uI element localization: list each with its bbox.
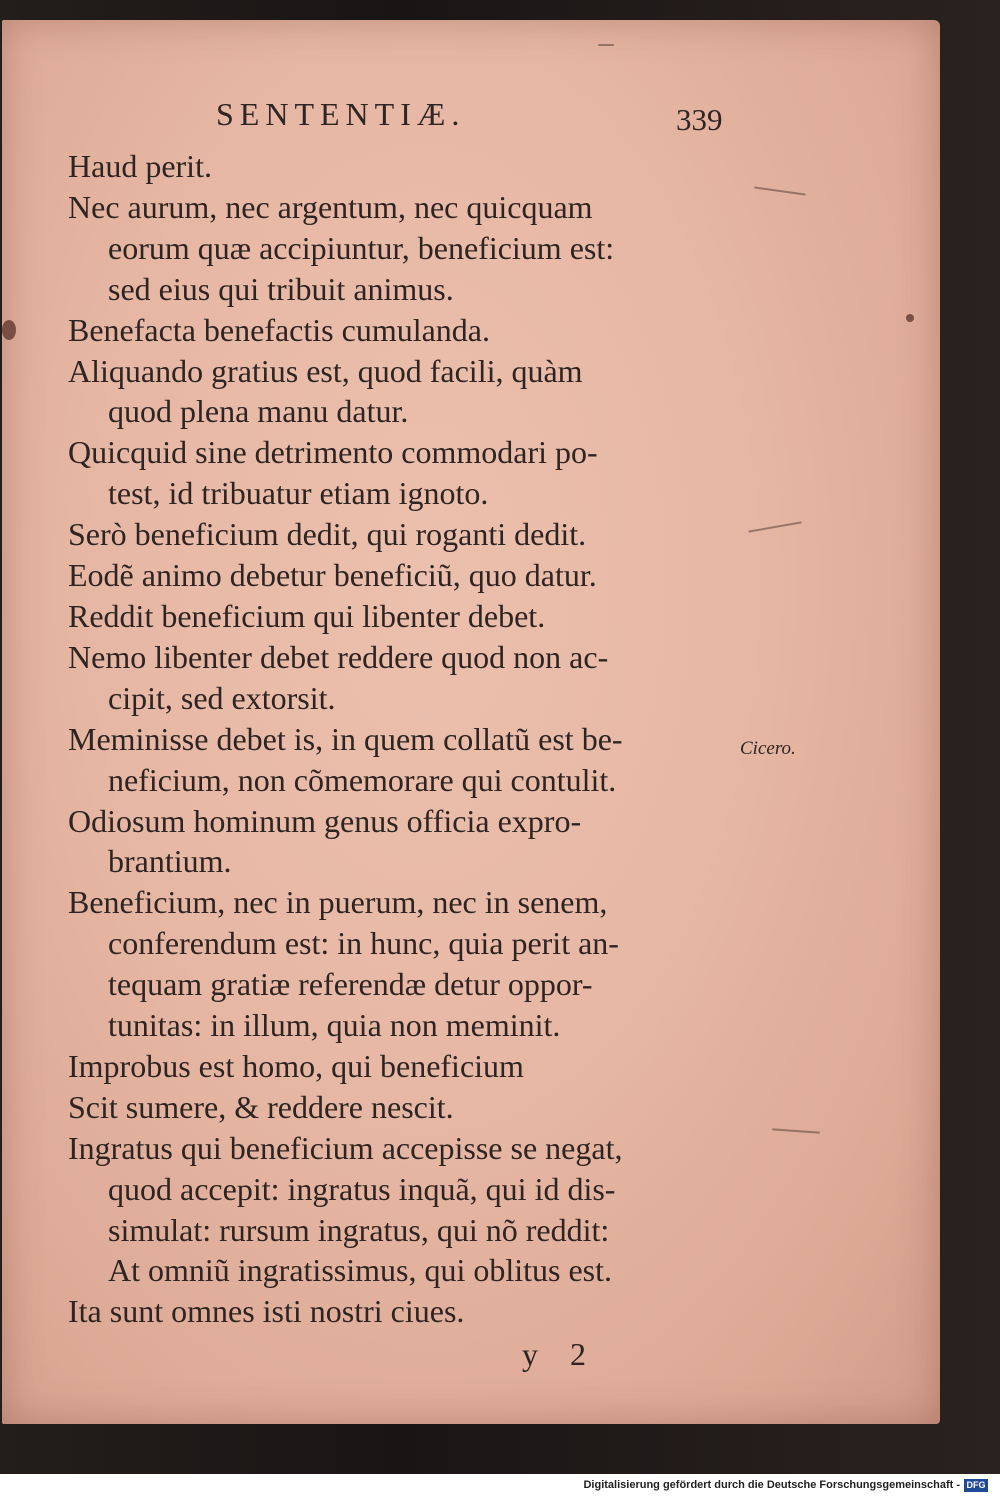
- paper-stain: [906, 314, 914, 322]
- ink-stroke: [748, 521, 802, 532]
- text-line: Aliquando gratius est, quod facili, quàm: [68, 352, 583, 389]
- sententia-entry: [68, 351, 748, 433]
- text-line: eorum quæ accipiuntur, beneficium est:: [108, 229, 615, 266]
- text-line: Meminisse debet is, in quem collatũ est be-: [68, 720, 623, 757]
- text-line: Nemo libenter debet reddere quod non ac-: [68, 638, 609, 675]
- sententia-entry: [68, 596, 748, 637]
- sententia-entry: [68, 1128, 748, 1292]
- sententia-entry: [68, 187, 748, 310]
- ink-stroke: [598, 44, 614, 46]
- text-line: quod plena manu datur.: [108, 393, 409, 430]
- text-line: tunitas: in illum, quia non meminit.: [108, 1007, 561, 1044]
- text-line: Beneficium, nec in puerum, nec in senem,: [68, 884, 608, 921]
- sententia-entry: [68, 882, 748, 1046]
- sententia-entry: [68, 514, 748, 555]
- sententia-entry: [68, 1291, 748, 1332]
- ink-stroke: [754, 186, 806, 195]
- text-line: cipit, sed extorsit.: [108, 679, 336, 716]
- text-line: Serò beneficium dedit, qui roganti dedit.: [68, 516, 587, 553]
- text-line: Reddit beneficium qui libenter debet.: [68, 597, 546, 634]
- sententia-entry: [68, 555, 748, 596]
- page-number: 339: [676, 102, 723, 137]
- text-line: Scit sumere, & reddere nescit.: [68, 1088, 454, 1125]
- sententia-entry: [68, 1046, 748, 1087]
- marginal-note: Cicero.: [740, 738, 796, 759]
- text-line: Eodẽ animo debetur beneficiũ, quo datur.: [68, 557, 597, 594]
- text-line: test, id tribuatur etiam ignoto.: [108, 475, 489, 512]
- text-line: Ingratus qui beneficium accepisse se negat,: [68, 1129, 623, 1166]
- dfg-logo: DFG: [964, 1479, 988, 1492]
- text-line: Improbus est homo, qui beneficium: [68, 1047, 524, 1084]
- sententia-entry: [68, 637, 748, 719]
- book-page: [2, 20, 940, 1424]
- funding-credit: Digitalisierung gefördert durch die Deutsche Forschungsgemeinschaft -: [583, 1479, 960, 1491]
- text-line: Nec aurum, nec argentum, nec quicquam: [68, 188, 593, 225]
- text-line: Odiosum hominum genus officia expro-: [68, 802, 582, 839]
- text-line: simulat: rursum ingratus, qui nõ reddit:: [108, 1211, 610, 1248]
- text-line: Quicquid sine detrimento commodari po-: [68, 434, 598, 471]
- running-head-title: SENTENTIÆ.: [216, 96, 466, 132]
- sententia-entry: [68, 719, 748, 801]
- text-line: quod accepit: ingratus inquã, qui id dis-: [108, 1170, 616, 1207]
- digitization-footer: [0, 1474, 1000, 1498]
- text-line: brantium.: [108, 843, 232, 880]
- signature-mark: y 2: [522, 1336, 598, 1372]
- text-line: Haud perit.: [68, 148, 212, 184]
- ink-stroke: [772, 1128, 820, 1133]
- text-line: neficium, non cõmemorare qui contulit.: [108, 761, 617, 798]
- sententiae-text: [68, 146, 748, 1332]
- text-line: conferendum est: in hunc, quia perit an-: [108, 925, 619, 962]
- sententia-entry: [68, 310, 748, 351]
- text-line: tequam gratiæ referendæ detur oppor-: [108, 966, 593, 1003]
- sententia-entry: [68, 1087, 748, 1128]
- text-line: At omniũ ingratissimus, qui oblitus est.: [108, 1252, 613, 1289]
- text-line: sed eius qui tribuit animus.: [108, 270, 454, 307]
- text-line: Ita sunt omnes isti nostri ciues.: [68, 1293, 465, 1330]
- text-line: Benefacta benefactis cumulanda.: [68, 311, 490, 348]
- sententia-entry: [68, 432, 748, 514]
- sententia-entry: [68, 801, 748, 883]
- sententia-entry: [68, 146, 748, 187]
- paper-stain: [2, 320, 16, 340]
- running-head: [2, 96, 940, 136]
